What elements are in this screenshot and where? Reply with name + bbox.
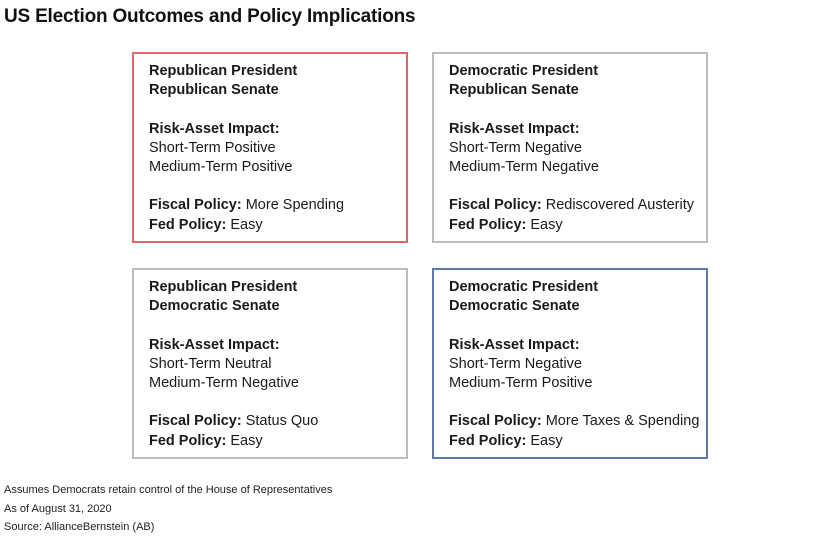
fiscal-policy-label: Fiscal Policy:: [449, 197, 542, 214]
fed-policy-row: [449, 216, 706, 235]
footnote-date: As of August 31, 2020: [4, 502, 112, 515]
fed-policy-row: [149, 432, 406, 451]
scenario-card-rep-president-dem-senate: [132, 268, 408, 459]
medium-term-impact: Medium-Term Positive: [149, 158, 293, 175]
fiscal-policy-row: [449, 412, 706, 431]
short-term-impact: Short-Term Neutral: [149, 355, 272, 372]
risk-asset-heading: Risk-Asset Impact:: [449, 120, 580, 137]
footnote-assumption: Assumes Democrats retain control of the House of Representatives: [4, 484, 333, 496]
spacer: [149, 100, 406, 119]
fed-policy-value: Easy: [526, 216, 563, 233]
page-title: US Election Outcomes and Policy Implications: [4, 6, 416, 27]
fed-policy-label: Fed Policy:: [449, 216, 527, 233]
short-term-impact: Short-Term Negative: [449, 139, 582, 156]
spacer: [449, 100, 706, 119]
risk-asset-heading: Risk-Asset Impact:: [149, 120, 280, 137]
fed-policy-value: Easy: [526, 432, 563, 449]
risk-asset-heading: Risk-Asset Impact:: [149, 336, 280, 353]
fed-policy-value: Easy: [226, 216, 263, 233]
spacer: [449, 316, 706, 335]
fiscal-policy-row: [449, 196, 706, 215]
fiscal-policy-value: More Spending: [241, 197, 345, 214]
risk-asset-heading: Risk-Asset Impact:: [449, 336, 580, 353]
senate-label: Democratic Senate: [149, 298, 280, 315]
scenario-card-dem-president-rep-senate: [432, 52, 708, 243]
short-term-impact: Short-Term Positive: [149, 139, 276, 156]
spacer: [149, 316, 406, 335]
president-label: Republican President: [149, 63, 298, 79]
scenario-card-rep-president-rep-senate: [132, 52, 408, 243]
president-label: Democratic President: [449, 279, 599, 295]
senate-label: Democratic Senate: [449, 298, 580, 315]
fiscal-policy-label: Fiscal Policy:: [449, 413, 542, 430]
president-label: Republican President: [149, 279, 298, 295]
spacer: [149, 393, 406, 412]
fed-policy-row: [149, 216, 406, 235]
fiscal-policy-row: [149, 196, 406, 215]
fiscal-policy-value: Rediscovered Austerity: [541, 197, 695, 214]
spacer: [149, 177, 406, 196]
senate-label: Republican Senate: [149, 82, 279, 99]
fed-policy-label: Fed Policy:: [149, 432, 227, 449]
senate-label: Republican Senate: [449, 82, 579, 99]
fed-policy-row: [449, 432, 706, 451]
fiscal-policy-row: [149, 412, 406, 431]
medium-term-impact: Medium-Term Negative: [149, 374, 299, 391]
spacer: [449, 393, 706, 412]
spacer: [449, 177, 706, 196]
fiscal-policy-label: Fiscal Policy:: [149, 413, 242, 430]
fiscal-policy-value: Status Quo: [241, 413, 319, 430]
fed-policy-label: Fed Policy:: [449, 432, 527, 449]
short-term-impact: Short-Term Negative: [449, 355, 582, 372]
medium-term-impact: Medium-Term Positive: [449, 374, 593, 391]
medium-term-impact: Medium-Term Negative: [449, 158, 599, 175]
scenario-card-dem-president-dem-senate: [432, 268, 708, 459]
president-label: Democratic President: [449, 63, 599, 79]
footnotes: [4, 481, 332, 537]
fiscal-policy-value: More Taxes & Spending: [541, 413, 700, 430]
fiscal-policy-label: Fiscal Policy:: [149, 197, 242, 214]
fed-policy-value: Easy: [226, 432, 263, 449]
fed-policy-label: Fed Policy:: [149, 216, 227, 233]
footnote-source: Source: AllianceBernstein (AB): [4, 521, 155, 533]
